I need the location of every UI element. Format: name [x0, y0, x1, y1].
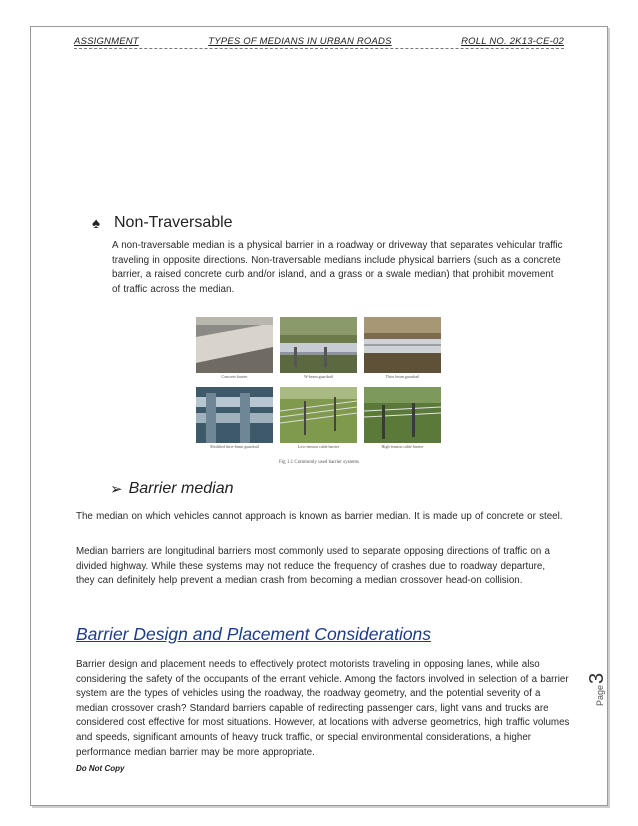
- non-traversable-title: Non-Traversable: [114, 214, 233, 231]
- barrier-median-paragraph-1: The median on which vehicles cannot approach is known as barrier median. It is made up of concrete or steel.: [76, 511, 563, 522]
- caption-thrie-beam: Thrie beam guardrail: [385, 374, 420, 379]
- w-beam-photo: [280, 317, 357, 373]
- non-traversable-heading: [92, 214, 233, 232]
- arrow-bullet-icon: ➢: [110, 481, 123, 498]
- caption-concrete: Concrete barrier: [221, 374, 248, 379]
- concrete-barrier-photo: [196, 317, 273, 373]
- non-traversable-paragraph: A non-traversable median is a physical barrier in a roadway or driveway that separates vehicular traffic traveling in opposite directions. Non-traversable medians include physical barriers (such as a concrete barrier, a raised concrete curb and/or island, and a grass or a swale median) that prohibit movement of traffic across the median.: [112, 240, 563, 295]
- header-center: TYPES OF MEDIANS IN URBAN ROADS: [208, 36, 392, 47]
- caption-high-tension-cable: High-tension cable barrier: [381, 444, 424, 449]
- modified-thrie-beam-photo: [196, 387, 273, 443]
- footer-note: Do Not Copy: [76, 764, 125, 773]
- high-tension-cable-photo: [364, 387, 441, 443]
- caption-low-tension-cable: Low-tension cable barrier: [297, 444, 340, 449]
- header-right: ROLL NO. 2K13-CE-02: [461, 36, 564, 47]
- barrier-systems-figure: [196, 317, 442, 469]
- thrie-beam-photo: [364, 317, 441, 373]
- figure-caption: Fig 1.1 Commonly used barrier systems: [279, 460, 359, 465]
- caption-w-beam: W-beam guardrail: [304, 374, 333, 379]
- header-left: ASSIGNMENT: [74, 36, 139, 47]
- design-section-heading: Barrier Design and Placement Considerations: [76, 624, 432, 644]
- barrier-median-paragraph-2: Median barriers are longitudinal barriers most commonly used to separate opposing directions of traffic on a divided highway. While these systems may not reduce the frequency of crashes due to roadway departure, they can definitely help prevent a median crash from becoming a median crossover head-on collision.: [76, 546, 551, 587]
- barrier-median-heading: [110, 480, 234, 498]
- low-tension-cable-photo: [280, 387, 357, 443]
- page-number: [586, 646, 609, 706]
- design-section-paragraph: Barrier design and placement needs to effectively protect motorists traveling in opposing lanes, while also considering the safety of the occupants of the errant vehicle. Among the factors involved in selection of a barrier system are the types of vehicles using the roadway, the roadway geometry, and the potential severity of a median crossover crash? Standard barriers capable of redirecting passenger cars, light vans and trucks are considered cost effective for most situations. However, at locations with adverse geometrics, high traffic volumes and speeds, significant amounts of heavy truck traffic, or special environmental considerations, a higher performance median barrier may be more appropriate.: [76, 659, 570, 758]
- barrier-median-title: Barrier median: [128, 480, 234, 497]
- spade-bullet-icon: ♠: [92, 214, 100, 232]
- page-label: Page: [595, 684, 605, 706]
- page-header: [74, 36, 564, 49]
- caption-modified-thrie-beam: Modified thrie-beam guardrail: [210, 444, 259, 449]
- page-number-value: 3: [586, 672, 608, 684]
